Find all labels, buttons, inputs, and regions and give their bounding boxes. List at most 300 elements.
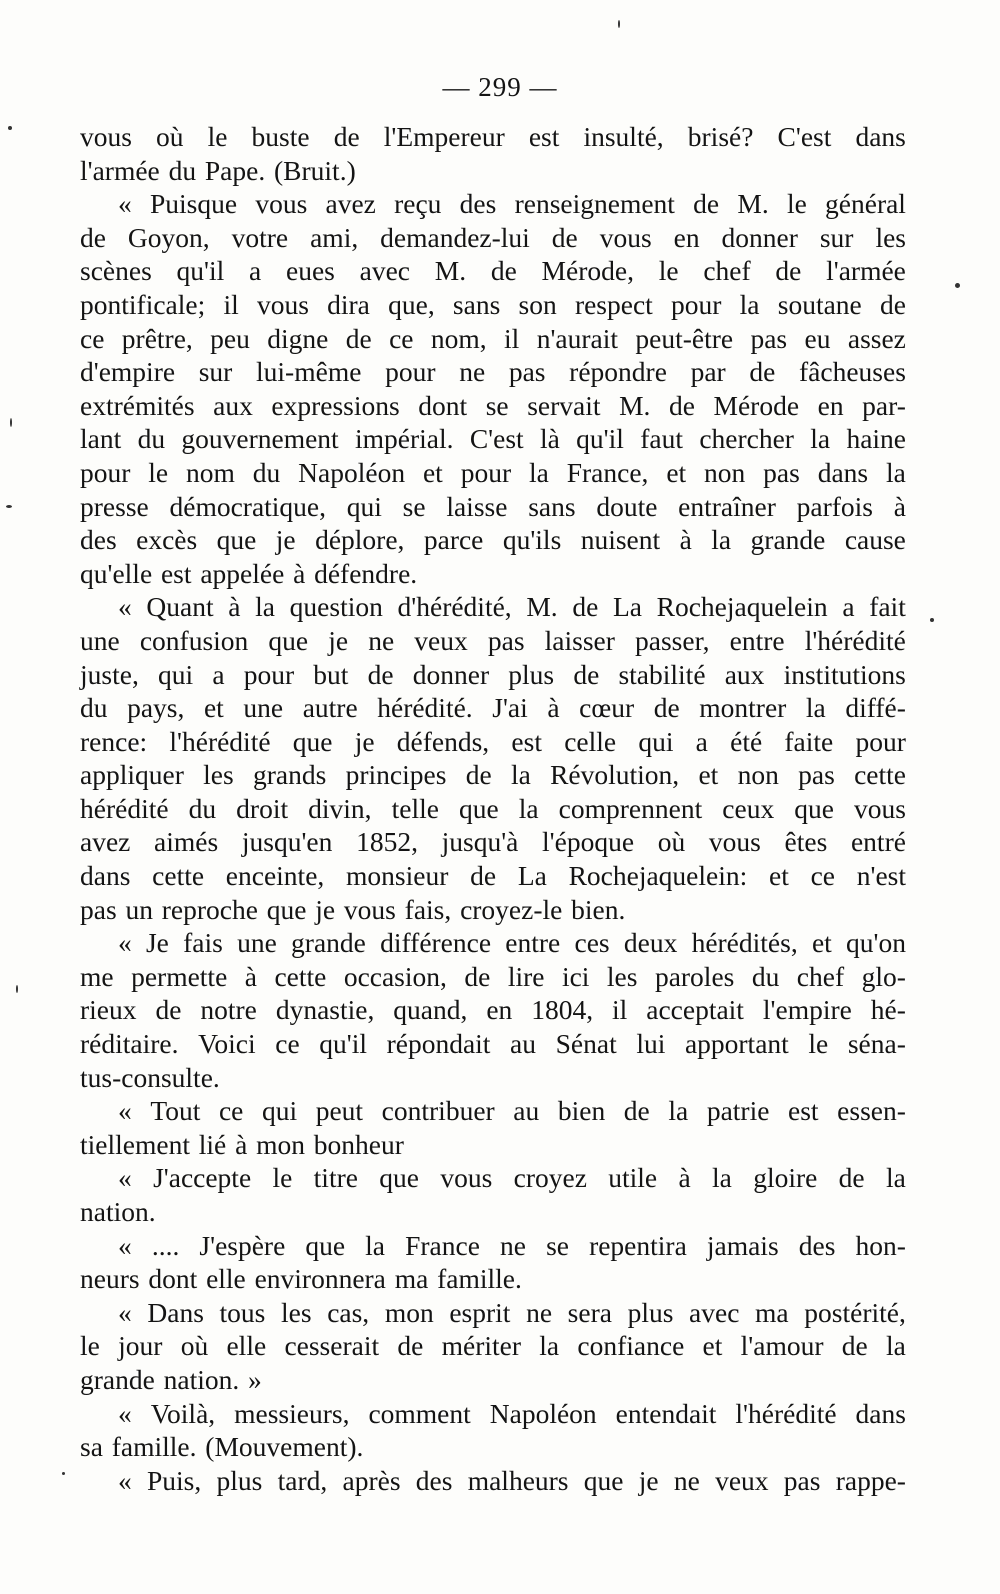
word: ceux <box>722 792 775 824</box>
word: je <box>354 725 375 757</box>
word: des <box>798 1229 836 1261</box>
word: tard, <box>277 1464 328 1496</box>
word: mon <box>256 1128 305 1160</box>
word: mériter <box>441 1330 522 1362</box>
word: se <box>546 1229 569 1261</box>
word: jusqu'en <box>241 826 333 858</box>
word: d'hérédité, <box>397 591 512 623</box>
word: je <box>275 524 296 556</box>
word: a <box>212 658 225 690</box>
word: avec <box>689 1296 740 1328</box>
word: de <box>464 960 491 992</box>
word: ne <box>500 1229 526 1261</box>
word: avez <box>80 826 131 858</box>
word: hérédité <box>80 792 169 824</box>
word: bien <box>557 1095 606 1127</box>
word: nom <box>186 456 235 488</box>
word: ne <box>673 1464 700 1496</box>
word: cas, <box>327 1296 370 1328</box>
word: la <box>365 1229 386 1261</box>
word: chef <box>703 255 751 287</box>
word: faite <box>784 725 834 757</box>
word: sur <box>198 356 233 388</box>
word: famille. <box>111 1431 197 1463</box>
word: vous <box>343 893 396 925</box>
scan-speck <box>8 126 12 130</box>
word: entendait <box>615 1397 717 1429</box>
word: utile <box>608 1162 658 1194</box>
word: me <box>80 960 114 992</box>
word: hé- <box>870 994 906 1026</box>
scan-speck <box>10 418 12 427</box>
word: l'amour <box>740 1330 824 1362</box>
word: la <box>712 1162 732 1194</box>
word: appelée <box>200 557 285 589</box>
word: institutions <box>783 658 906 690</box>
word: malheurs <box>467 1464 569 1496</box>
word: qu'il <box>176 255 225 287</box>
word: de <box>775 255 802 287</box>
word: peu <box>210 322 250 354</box>
word: répondre <box>569 356 667 388</box>
word: renseignement <box>514 188 675 220</box>
word: à <box>678 1162 691 1194</box>
word: est <box>160 557 192 589</box>
word: montrer <box>699 692 787 724</box>
word: de <box>80 221 106 253</box>
scan-speck <box>62 1472 65 1475</box>
text-line <box>80 187 906 221</box>
word: sans <box>528 490 576 522</box>
word: qu'on <box>846 927 906 959</box>
word: de <box>653 692 680 724</box>
word: les <box>203 759 234 791</box>
word: parfois <box>796 490 874 522</box>
word: votre <box>231 221 289 253</box>
word: la <box>529 456 549 488</box>
word: M. <box>526 591 558 623</box>
word: de <box>623 1095 650 1127</box>
text-line <box>80 221 906 255</box>
word: esprit <box>449 1296 511 1328</box>
word: de <box>879 288 906 320</box>
word: qu'elle <box>80 557 153 589</box>
word: hérédité. <box>377 692 473 724</box>
word: J'accepte <box>153 1162 252 1194</box>
word: passer, <box>635 624 710 656</box>
word: France <box>405 1229 480 1261</box>
word: le <box>808 1028 829 1060</box>
word: buste <box>251 121 310 152</box>
word: que <box>292 725 333 757</box>
word: le <box>272 1162 293 1194</box>
word: La <box>517 860 547 892</box>
word: l'Empereur <box>383 121 505 152</box>
word: une <box>80 624 120 656</box>
word: excès <box>136 524 198 556</box>
word: de <box>841 1330 868 1362</box>
word: je <box>638 1464 659 1496</box>
word: se <box>402 490 426 522</box>
word: l'hérédité <box>169 725 271 757</box>
word: de <box>345 322 372 354</box>
word: ne <box>368 624 395 656</box>
word: que <box>268 624 309 656</box>
word: et <box>666 456 687 488</box>
word: acceptait <box>646 994 744 1026</box>
word: vous <box>255 188 308 220</box>
word: qu'il <box>319 1028 367 1060</box>
word: Mérode <box>713 389 800 421</box>
word: (Bruit.) <box>274 154 356 186</box>
text-line <box>80 355 906 389</box>
word: fais <box>183 927 223 959</box>
word: l'hérédité <box>735 1397 837 1429</box>
word: « <box>118 1464 132 1496</box>
word: fâcheuses <box>799 356 906 388</box>
word: confusion <box>139 624 249 656</box>
word: ma <box>394 1263 429 1295</box>
word: pontificale; <box>80 288 206 320</box>
word: comprennent <box>558 792 703 824</box>
word: presse <box>80 490 149 522</box>
word: brisé? <box>687 121 754 152</box>
word: pour <box>243 658 295 690</box>
word: Pape. <box>204 154 266 186</box>
word: des <box>415 1464 453 1496</box>
word: vous <box>599 221 652 253</box>
word: Je <box>145 927 169 959</box>
word: chef <box>796 960 845 992</box>
word: lié <box>198 1128 227 1160</box>
word: M. <box>434 255 467 287</box>
word: à <box>679 524 692 556</box>
word: où <box>180 1330 209 1362</box>
word: est <box>788 1095 819 1127</box>
word: appliquer <box>80 759 184 791</box>
word: général <box>825 188 906 220</box>
word: Sénat <box>555 1028 617 1060</box>
word: M. <box>737 188 769 220</box>
word: de <box>838 1162 865 1194</box>
word: en <box>817 389 844 421</box>
word: que <box>266 893 307 925</box>
word: patrie <box>706 1095 770 1127</box>
text-line <box>80 658 906 692</box>
word: question <box>289 591 383 623</box>
word: contribuer <box>381 1095 495 1127</box>
word: cesserait <box>284 1330 380 1362</box>
word: France, <box>566 456 649 488</box>
word: différence <box>380 927 492 959</box>
word: J'espère <box>199 1229 286 1261</box>
word: enceinte, <box>225 860 325 892</box>
word: la <box>739 288 760 320</box>
word: rence: <box>80 725 148 757</box>
word: dans <box>855 1397 906 1429</box>
word: été <box>730 725 763 757</box>
word: extrémités <box>80 389 195 421</box>
word: Goyon, <box>127 221 210 253</box>
word: expressions <box>271 389 400 421</box>
word: aux <box>724 658 765 690</box>
word: à <box>244 960 257 992</box>
word: à <box>893 490 906 522</box>
word: grande <box>291 927 366 959</box>
word: se <box>485 389 509 421</box>
word: la <box>518 792 539 824</box>
word: de <box>551 221 578 253</box>
word: pays, <box>127 692 185 724</box>
word: demandez-lui <box>380 221 530 253</box>
word: à <box>293 557 306 589</box>
word: hon- <box>855 1229 906 1261</box>
text-line <box>80 691 906 725</box>
word: elle <box>206 1263 246 1295</box>
word: eu <box>804 322 831 354</box>
text-line <box>80 1464 906 1498</box>
word: J'ai <box>492 692 528 724</box>
word: ce <box>218 1095 244 1127</box>
scan-speck <box>955 283 960 288</box>
word: messieurs, <box>234 1397 350 1429</box>
word: ce <box>810 860 835 892</box>
word: « <box>118 1229 132 1261</box>
word: juste, <box>80 658 139 690</box>
word: scènes <box>80 255 152 287</box>
word: reproche <box>161 893 258 925</box>
word: Napoléon <box>298 456 406 488</box>
word: lire <box>507 960 545 992</box>
word: la <box>886 456 906 488</box>
word: l'hérédité <box>804 624 906 656</box>
word: de <box>749 356 776 388</box>
word: qui <box>346 490 382 522</box>
text-line <box>80 1363 906 1397</box>
word: pour <box>671 288 722 320</box>
word: entre <box>505 927 561 959</box>
word: gouvernement <box>181 423 339 455</box>
word: la <box>711 524 732 556</box>
word: que <box>459 792 499 824</box>
word: un <box>125 893 153 925</box>
text-line <box>80 1329 906 1363</box>
word: pas <box>798 759 835 791</box>
word: celle <box>564 725 617 757</box>
word: en <box>673 221 700 253</box>
word: réditaire. <box>80 1028 179 1060</box>
word: de <box>367 658 394 690</box>
word: hérédités, <box>691 927 798 959</box>
word: soutane <box>777 288 862 320</box>
word: n'est <box>856 860 906 892</box>
word: le <box>658 255 679 287</box>
word: dira <box>327 288 370 320</box>
word: dans <box>817 456 869 488</box>
word: et <box>698 759 719 791</box>
word: .... <box>151 1229 180 1261</box>
word: « <box>118 1397 132 1429</box>
word: ces <box>574 927 610 959</box>
word: l'armée <box>80 154 160 186</box>
word: monsieur <box>346 860 449 892</box>
word: pour <box>460 456 512 488</box>
word: de <box>693 188 720 220</box>
text-line <box>80 960 906 994</box>
text-line <box>80 422 906 456</box>
word: « <box>118 1296 132 1328</box>
text-line <box>80 893 906 927</box>
word: donner <box>412 658 490 690</box>
word: servait <box>527 389 601 421</box>
text-line <box>80 490 906 524</box>
word: êtes <box>784 826 828 858</box>
text-line <box>80 590 906 624</box>
word: vous <box>256 288 309 320</box>
word: la <box>510 759 531 791</box>
word: Dans <box>147 1296 204 1328</box>
word: croyez <box>513 1162 587 1194</box>
word: laisser <box>544 624 615 656</box>
word: du <box>80 692 108 724</box>
word: où <box>657 826 686 858</box>
word: entre <box>729 624 785 656</box>
word: une <box>237 927 277 959</box>
text-line <box>80 1229 906 1263</box>
word: dont <box>148 1263 198 1295</box>
word: de <box>333 121 360 152</box>
word: non <box>737 759 779 791</box>
word: a <box>249 255 262 287</box>
word: principes <box>345 759 447 791</box>
word: postérité, <box>804 1296 906 1328</box>
word: défendre. <box>314 557 418 589</box>
text-line <box>80 154 906 188</box>
word: qui <box>261 1095 298 1127</box>
word: C'est <box>777 121 832 152</box>
word: non <box>704 456 746 488</box>
word: nuisent <box>580 524 661 556</box>
word: stabilité <box>618 658 706 690</box>
word: tiellement <box>80 1128 190 1160</box>
word: tous <box>219 1296 266 1328</box>
word: reçu <box>394 188 442 220</box>
word: répondait <box>386 1028 491 1060</box>
word: ce <box>80 322 105 354</box>
word: après <box>342 1464 401 1496</box>
word: cette <box>152 860 205 892</box>
word: nation. <box>80 1196 156 1227</box>
word: paroles <box>654 960 735 992</box>
word: fait <box>869 591 906 623</box>
word: Voilà, <box>150 1397 216 1429</box>
word: à <box>228 591 241 623</box>
word: les <box>606 960 638 992</box>
word: jamais <box>706 1229 779 1261</box>
word: donner <box>721 221 798 253</box>
word: de <box>470 860 497 892</box>
word: pas <box>487 624 525 656</box>
word: famille. <box>437 1263 522 1295</box>
word: sera <box>567 1296 612 1328</box>
word: entré <box>850 826 906 858</box>
word: Révolution, <box>550 759 680 791</box>
word: dans <box>855 121 906 152</box>
word: ne <box>459 356 486 388</box>
word: défends, <box>396 725 490 757</box>
word: Puis, <box>147 1464 202 1496</box>
word: vous <box>80 121 132 152</box>
scan-speck <box>6 505 12 508</box>
word: cœur <box>579 692 635 724</box>
word: peut <box>315 1095 364 1127</box>
word: là <box>540 423 560 455</box>
word: du <box>252 456 281 488</box>
word: ce <box>389 322 414 354</box>
word: grande <box>750 524 826 556</box>
word: apportant <box>684 1028 789 1060</box>
word: qui <box>638 725 674 757</box>
word: vous <box>440 1162 493 1194</box>
word: glo- <box>861 960 906 992</box>
word: veux <box>414 624 468 656</box>
word: la <box>886 1330 906 1362</box>
word: lui-même <box>256 356 362 388</box>
word: rappe- <box>835 1464 906 1496</box>
text-line <box>80 926 906 960</box>
word: titre <box>313 1162 358 1194</box>
text-line <box>80 758 906 792</box>
word: pas <box>508 356 546 388</box>
text-line <box>80 1430 906 1464</box>
word: lui <box>636 1028 666 1060</box>
word: la <box>255 591 276 623</box>
word: diffé- <box>845 692 906 724</box>
word: « <box>118 1162 132 1194</box>
text-line <box>80 1262 906 1296</box>
word: plus <box>508 658 555 690</box>
word: Puisque <box>149 188 238 220</box>
word: où <box>156 121 184 152</box>
word: permette <box>131 960 228 992</box>
word: plus <box>627 1296 674 1328</box>
word: insulté, <box>583 121 664 152</box>
text-line <box>80 1195 906 1229</box>
word: avec <box>359 255 410 287</box>
word: quand, <box>393 994 468 1026</box>
word: au <box>510 1028 537 1060</box>
word: but <box>313 658 349 690</box>
page-number: — 299 — <box>442 72 558 102</box>
word: d'empire <box>80 356 176 388</box>
word: comment <box>368 1397 471 1429</box>
word: pas <box>750 322 788 354</box>
word: bonheur <box>313 1128 404 1160</box>
word: cause <box>844 524 906 556</box>
word: assez <box>847 322 906 354</box>
word: la <box>810 423 831 455</box>
word: laisse <box>446 490 508 522</box>
word: son <box>518 288 557 320</box>
word: veux <box>715 1464 769 1496</box>
word: la <box>885 1162 906 1194</box>
word: du <box>188 792 217 824</box>
word: grande <box>80 1363 155 1395</box>
word: l'empire <box>762 994 852 1026</box>
word: de <box>490 255 517 287</box>
word: que <box>379 1162 420 1194</box>
word: et <box>811 927 832 959</box>
